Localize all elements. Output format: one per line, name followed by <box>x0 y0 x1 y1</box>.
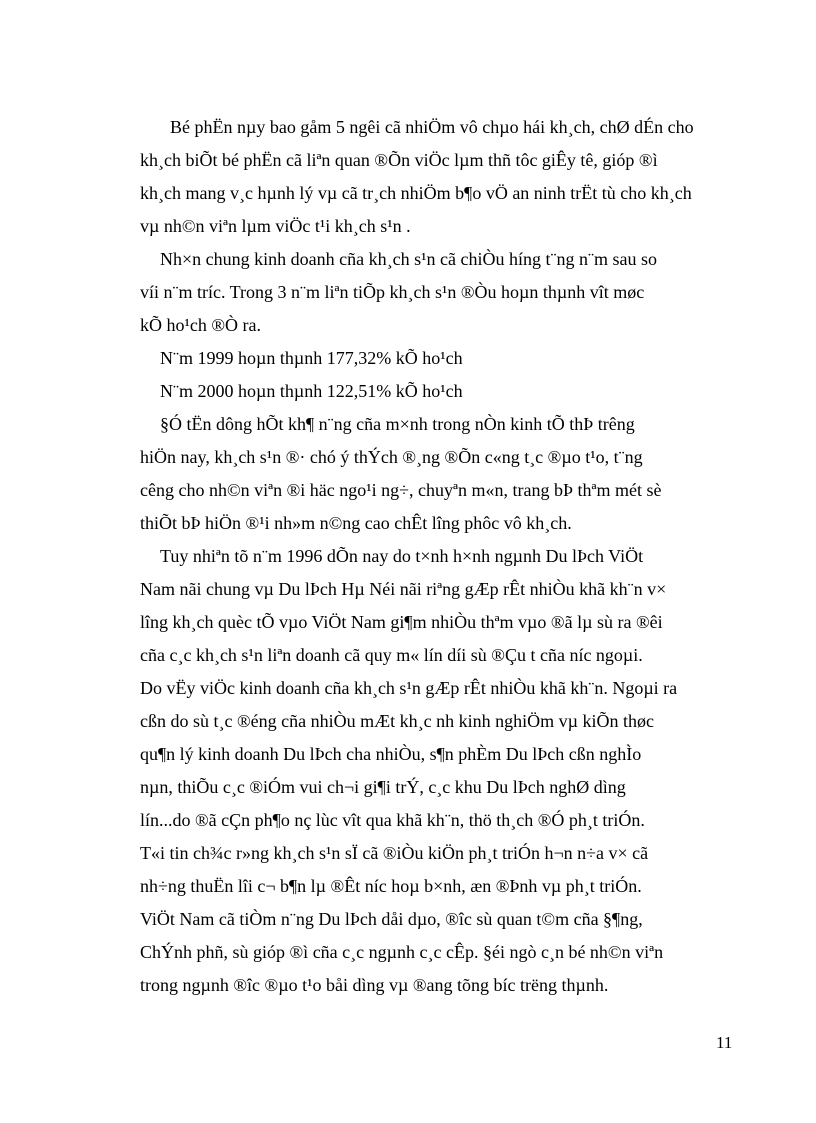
text-line: kÕ ho¹ch ®Ò ra. <box>140 315 262 335</box>
text-line: thiÕt bÞ hiÖn ®¹i nh»m n©ng cao chÊt lîng phôc vô kh¸ch. <box>140 513 572 533</box>
text-line: trong ngµnh ®îc ®µo t¹o båi dìng vµ ®ang tõng bíc trëng thµnh. <box>140 975 609 995</box>
text-line: Tuy nhiªn tõ n¨m 1996 dÕn nay do t×nh h×nh ngµnh Du lÞch ViÖt <box>160 546 644 566</box>
text-line: víi n¨m tríc. Trong 3 n¨m liªn tiÕp kh¸ch s¹n ®Òu hoµn thµnh vît møc <box>140 282 645 302</box>
text-line: cêng cho nh©n viªn ®i häc ngo¹i ng÷, chuyªn m«n, trang bÞ thªm mét sè <box>140 480 662 500</box>
text-line: kh¸ch mang v¸c hµnh lý vµ cã tr¸ch nhiÖm b¶o vÖ an ninh trËt tù cho kh¸ch <box>140 183 692 203</box>
text-line: nµn, thiÕu c¸c ®iÓm vui ch¬i gi¶i trÝ, c¸c khu Du lÞch nghØ dìng <box>140 777 626 797</box>
text-line: cßn do sù t¸c ®éng cña nhiÒu mÆt kh¸c nh kinh nghiÖm vµ kiÕn thøc <box>140 711 654 731</box>
text-line: Do vËy viÖc kinh doanh cña kh¸ch s¹n gÆp rÊt nhiÒu khã kh¨n. Ngoµi ra <box>140 678 678 698</box>
text-line: lîng kh¸ch quèc tÕ vµo ViÖt Nam gi¶m nhiÒu thªm vµo ®ã lµ sù ra ®êi <box>140 612 663 632</box>
text-line: N¨m 2000 hoµn thµnh 122,51% kÕ ho¹ch <box>160 381 463 401</box>
text-line: Nh×n chung kinh doanh cña kh¸ch s¹n cã chiÒu híng t¨ng n¨m sau so <box>160 249 657 269</box>
text-line: vµ nh©n viªn lµm viÖc t¹i kh¸ch s¹n . <box>140 216 411 236</box>
text-line: ViÖt Nam cã tiÒm n¨ng Du lÞch dåi dµo, ®îc sù quan t©m cña §¶ng, <box>140 909 643 929</box>
text-line: Nam nãi chung vµ Du lÞch Hµ Néi nãi riªng gÆp rÊt nhiÒu khã kh¨n v× <box>140 579 667 599</box>
text-line: ChÝnh phñ, sù gióp ®ì cña c¸c ngµnh c¸c cÊp. §éi ngò c¸n bé nh©n viªn <box>140 942 664 962</box>
page-number: 11 <box>716 1033 733 1052</box>
text-line: Bé phËn nµy bao gåm 5 ngêi cã nhiÖm vô chµo hái kh¸ch, chØ dÉn cho <box>170 117 694 137</box>
text-line: qu¶n lý kinh doanh Du lÞch cha nhiÒu, s¶n phÈm Du lÞch cßn nghÌo <box>140 744 642 764</box>
text-line: T«i tin ch¾c r»ng kh¸ch s¹n sÏ cã ®iÒu kiÖn ph¸t triÓn h¬n n÷a v× cã <box>140 843 649 863</box>
text-line: kh¸ch biÕt bé phËn cã liªn quan ®Õn viÖc lµm thñ tôc giÊy tê, gióp ®ì <box>140 150 658 170</box>
text-line: cña c¸c kh¸ch s¹n liªn doanh cã quy m« lín díi sù ®Çu t cña níc ngoµi. <box>140 645 643 665</box>
text-line: lín...do ®ã cÇn ph¶o nç lùc vît qua khã kh¨n, thö th¸ch ®Ó ph¸t triÓn. <box>140 810 645 830</box>
text-line: nh÷ng thuËn lîi c¬ b¶n lµ ®Êt níc hoµ b×nh, æn ®Þnh vµ ph¸t triÓn. <box>140 876 642 896</box>
text-line: N¨m 1999 hoµn thµnh 177,32% kÕ ho¹ch <box>160 348 463 368</box>
text-line: hiÖn nay, kh¸ch s¹n ®· chó ý thÝch ®¸ng ®Õn c«ng t¸c ®µo t¹o, t¨ng <box>140 447 643 467</box>
text-line: §Ó tËn dông hÕt kh¶ n¨ng cña m×nh trong nÒn kinh tÕ thÞ trêng <box>160 414 635 434</box>
